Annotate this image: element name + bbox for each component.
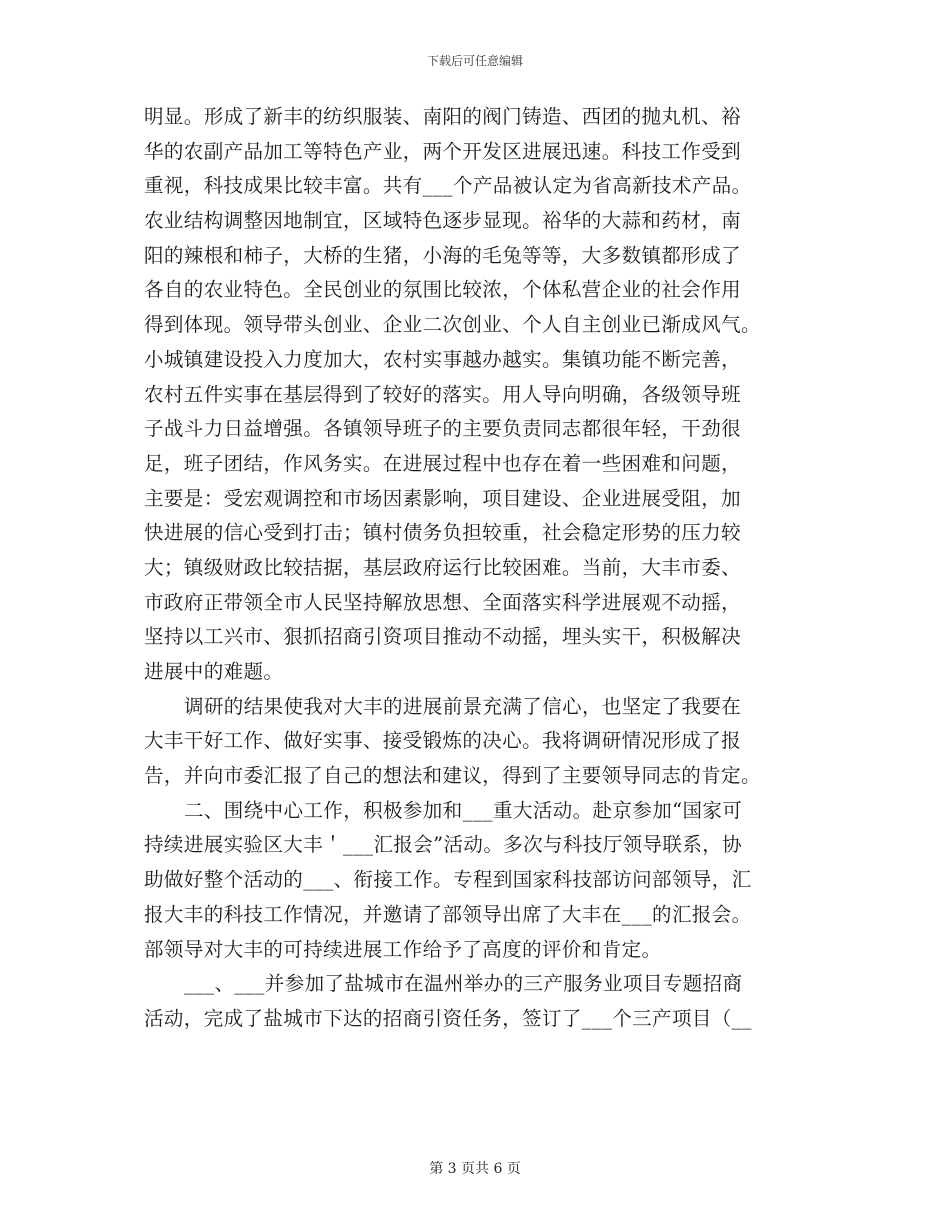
text-line: 进展中的难题。 (144, 660, 284, 683)
text-line: 小城镇建设投入力度加大，农村实事越办越实。集镇功能不断完善， (144, 347, 742, 371)
text-line: 主要是：受宏观调控和市场因素影响，项目建设、企业进展受阻，加 (144, 486, 742, 510)
text-line: 二、围绕中心工作，积极参加和___重大活动。赴京参加“国家可 (184, 798, 743, 822)
text-line: ___、___并参加了盐城市在温州举办的三产服务业项目专题招商 (184, 972, 743, 996)
text-line: 重视，科技成果比较丰富。共有___个产品被认定为省高新技术产品。 (144, 174, 752, 198)
text-line: 得到体现。领导带头创业、企业二次创业、个人自主创业已渐成风气。 (144, 313, 761, 337)
page-footer: 第 3 页共 6 页 (429, 1161, 521, 1177)
text-line: 各自的农业特色。全民创业的氛围比较浓，个体私营企业的社会作用 (144, 278, 742, 302)
text-line: 阳的辣根和柿子，大桥的生猪，小海的毛兔等等，大多数镇都形成了 (144, 243, 742, 267)
text-line: 足，班子团结，作风务实。在进展过程中也存在着一些困难和问题， (144, 451, 742, 475)
text-line: 坚持以工兴市、狠抓招商引资项目推动不动摇，埋头实干，积极解决 (144, 625, 742, 649)
text-line: 大；镇级财政比较拮据，基层政府运行比较困难。当前，大丰市委、 (144, 555, 742, 579)
text-line: 大丰干好工作、做好实事、接受锻炼的决心。我将调研情况形成了报 (144, 729, 742, 753)
text-line: 告，并向市委汇报了自己的想法和建议，得到了主要领导同志的肯定。 (144, 764, 761, 788)
text-line: 快进展的信心受到打击；镇村债务负担较重，社会稳定形势的压力较 (144, 521, 742, 545)
text-line: 农业结构调整因地制宜，区域特色逐步显现。裕华的大蒜和药材，南 (144, 209, 742, 233)
text-line: 部领导对大丰的可持续进展工作给予了高度的评价和肯定。 (144, 937, 662, 961)
text-line: 子战斗力日益增强。各镇领导班子的主要负责同志都很年轻，干劲很 (144, 417, 742, 441)
text-line: 持续进展实验区大丰＇___汇报会”活动。多次与科技厅领导联系，协 (144, 833, 743, 857)
text-line: 市政府正带领全市人民坚持解放思想、全面落实科学进展观不动摇， (144, 590, 742, 614)
text-line: 农村五件实事在基层得到了较好的落实。用人导向明确，各级领导班 (144, 382, 742, 406)
text-line: 明显。形成了新丰的纺织服装、南阳的阀门铸造、西团的抛丸机、裕 (144, 105, 742, 128)
text-line: 华的农副产品加工等特色产业，两个开发区进展迅速。科技工作受到 (144, 139, 742, 163)
document-body (144, 100, 808, 1037)
page-header: 下载后可任意编辑 (426, 54, 523, 68)
text-line: 调研的结果使我对大丰的进展前景充满了信心，也坚定了我要在 (184, 694, 742, 718)
text-line: 助做好整个活动的___、衔接工作。专程到国家科技部访问部领导，汇 (144, 868, 752, 892)
text-line: 活动，完成了盐城市下达的招商引资任务，签订了___个三产项目（__ (144, 1006, 752, 1030)
text-line: 报大丰的科技工作情况，并邀请了部领导出席了大丰在___的汇报会。 (144, 902, 752, 926)
